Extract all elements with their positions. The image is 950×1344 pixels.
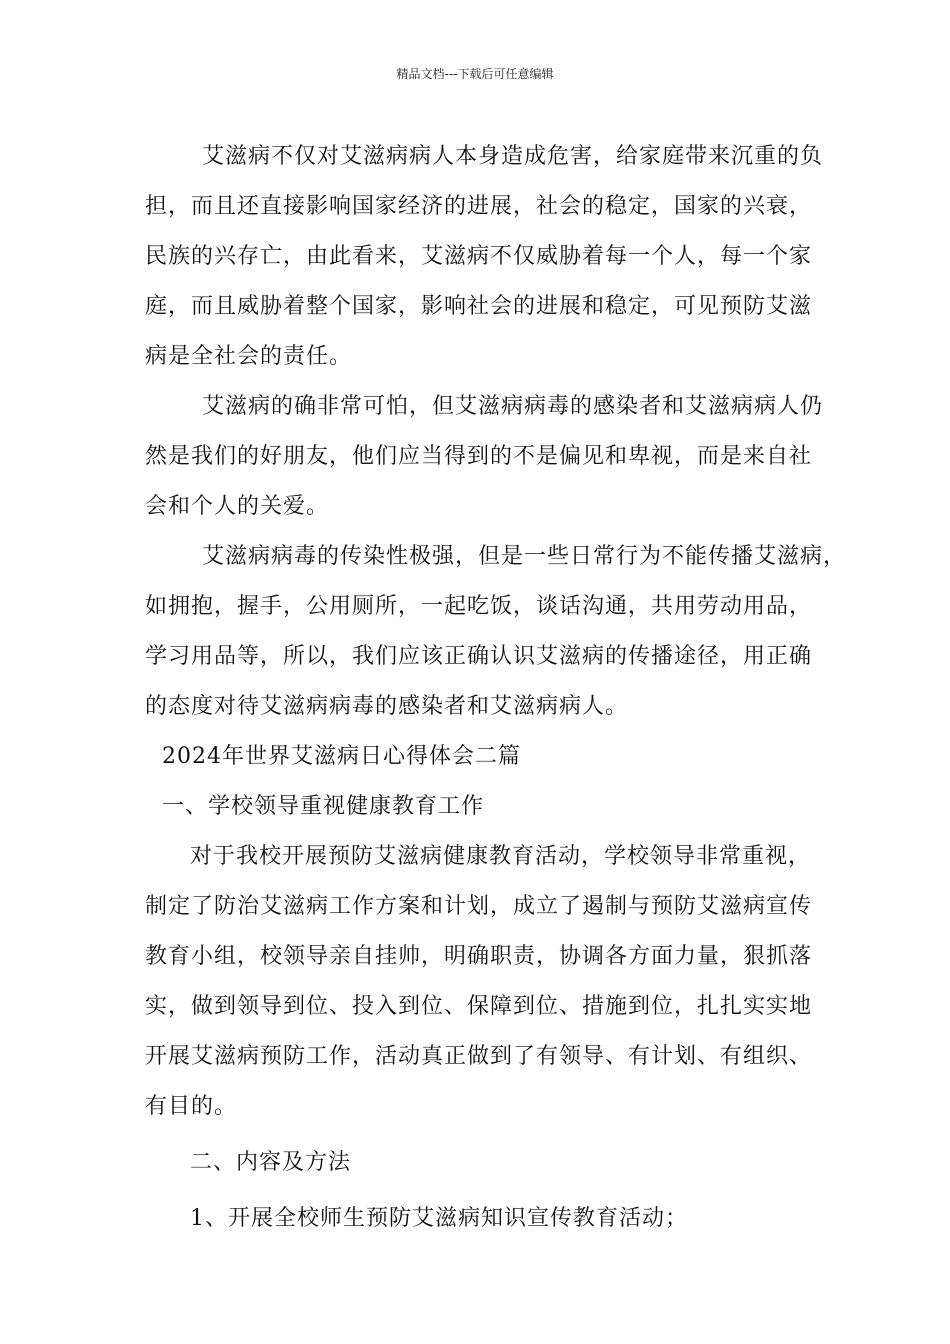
paragraph-line: 艾滋病的确非常可怕，但艾滋病病毒的感染者和艾滋病病人仍 (202, 394, 824, 419)
paragraph-line: 学习用品等，所以，我们应该正确认识艾滋病的传播途径，用正确 (145, 644, 813, 669)
paragraph-3 (145, 532, 847, 732)
paragraph-line: 艾滋病不仅对艾滋病病人本身造成危害，给家庭带来沉重的负 (202, 144, 824, 169)
list-item-1: 1、开展全校师生预防艾滋病知识宣传教育活动； (190, 1206, 688, 1231)
paragraph-line: 制定了防治艾滋病工作方案和计划，成立了遏制与预防艾滋病宣传 (145, 894, 813, 919)
paragraph-line: 对于我校开展预防艾滋病健康教育活动，学校领导非常重视， (190, 844, 812, 869)
paragraph-line: 如拥抱，握手，公用厕所，一起吃饭，谈话沟通，共用劳动用品， (145, 594, 813, 619)
paragraph-4 (145, 832, 815, 1132)
paragraph-line: 教育小组，校领导亲自挂帅，明确职责，协调各方面力量，狠抓落 (145, 944, 813, 969)
paragraph-line: 会和个人的关爱。 (145, 494, 330, 519)
paragraph-2 (145, 382, 824, 532)
paragraph-line: 担，而且还直接影响国家经济的进展，社会的稳定，国家的兴衰， (145, 194, 813, 219)
heading-one: 一、学校领导重视健康教育工作 (162, 794, 485, 819)
paragraph-line: 有目的。 (145, 1094, 238, 1119)
paragraph-line: 民族的兴存亡，由此看来，艾滋病不仅威胁着每一个人，每一个家 (145, 244, 813, 269)
document-body (145, 132, 847, 1244)
paragraph-line: 的态度对待艾滋病病毒的感染者和艾滋病病人。 (145, 694, 629, 719)
heading-two: 二、内容及方法 (190, 1150, 352, 1175)
paragraph-line: 然是我们的好朋友，他们应当得到的不是偏见和卑视，而是来自社 (145, 444, 813, 469)
paragraph-line: 庭，而且威胁着整个国家，影响社会的进展和稳定，可见预防艾滋 (145, 294, 813, 319)
paragraph-line: 艾滋病病毒的传染性极强，但是一些日常行为不能传播艾滋病， (202, 544, 847, 569)
paragraph-line: 开展艾滋病预防工作，活动真正做到了有领导、有计划、有组织、 (145, 1044, 813, 1069)
section-title: 2024年世界艾滋病日心得体会二篇 (162, 744, 521, 769)
page-header: 精品文档---下载后可任意编辑 (396, 67, 554, 81)
paragraph-line: 病是全社会的责任。 (145, 344, 353, 369)
paragraph-1 (145, 132, 824, 382)
paragraph-line: 实，做到领导到位、投入到位、保障到位、措施到位，扎扎实实地 (145, 994, 813, 1019)
